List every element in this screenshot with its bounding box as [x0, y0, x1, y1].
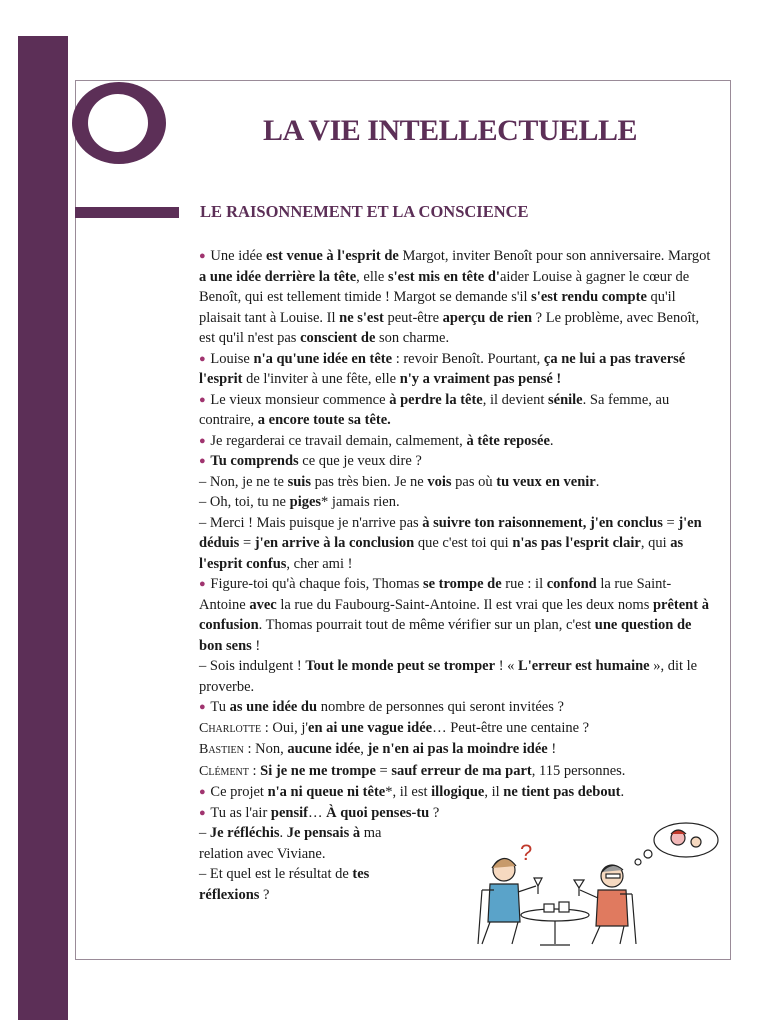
bullet-icon: ●: [199, 250, 209, 262]
bullet-icon: ●: [199, 806, 209, 819]
dialogue-line: – Sois indulgent ! Tout le monde peut se tromper ! « L'erreur est humaine », dit le proverbe.: [199, 658, 698, 695]
bullet-paragraph: ● Je regarderai ce travail demain, calmement, à tête reposée.: [199, 432, 554, 449]
dialogue-line: Charlotte : Oui, j'en ai une vague idée… Peut-être une centaine ?: [199, 719, 590, 736]
ring-logo: [72, 82, 166, 164]
bullet-paragraph: ● Louise n'a qu'une idée en tête : revoir Benoît. Pourtant, ça ne lui a pas traversé l'esprit de l'inviter à une fête, elle n'y a vraiment pas pensé !: [199, 350, 686, 387]
bullet-paragraph: ● Une idée est venue à l'esprit de Margot, inviter Benoît pour son anniversaire. Margot a une idée derrière la tête, elle s'est mis en tête d'aider Louise à gagner le cœur de Benoît, qui est tellement timide ! Margot se demande s'il s'est rendu compte qu'il plaisait tant à Louise. Il ne s'est peut-être aperçu de rien ? Le problème, avec Benoît, est qu'il n'est pas conscient de son charme.: [199, 248, 711, 346]
bullet-icon: ●: [199, 701, 209, 713]
speaker-name: Charlotte: [199, 720, 262, 736]
bullet-paragraph: ● Tu as une idée du nombre de personnes qui seront invitées ?: [199, 699, 564, 715]
bullet-paragraph: ● Figure-toi qu'à chaque fois, Thomas se trompe de rue : il confond la rue Saint-Antoine avec la rue du Faubourg-Saint-Antoine. Il est vrai que les deux noms prêtent à confusion. Thomas pourrait tout de même vérifier sur un plan, c'est une question de bon sens !: [199, 576, 709, 654]
dialogue-line: – Non, je ne te suis pas très bien. Je ne vois pas où tu veux en venir.: [199, 473, 600, 490]
dialogue-line: – Oh, toi, tu ne piges* jamais rien.: [199, 494, 400, 510]
page-title: LA VIE INTELLECTUELLE: [262, 114, 638, 147]
bullet-paragraph: ● Tu comprends ce que je veux dire ?: [199, 453, 422, 469]
side-band: [18, 36, 68, 1020]
bullet-icon: ●: [199, 434, 209, 447]
dialogue-line: – Merci ! Mais puisque je n'arrive pas à suivre ton raisonnement, j'en conclus = j'en déduis = j'en arrive à la conclusion que c'est toi qui n'as pas l'esprit clair, qui as l'esprit confus, cher ami !: [199, 514, 702, 572]
dialogue-line: Bastien : Non, aucune idée, je n'en ai pas la moindre idée !: [199, 741, 557, 757]
bullet-paragraph: ● Le vieux monsieur commence à perdre la tête, il devient sénile. Sa femme, au contraire, a encore toute sa tête.: [199, 391, 670, 428]
bullet-icon: ●: [199, 786, 209, 798]
dialogue-line: Clément : Si je ne me trompe = sauf erreur de ma part, 115 personnes.: [199, 762, 626, 779]
bullet-icon: ●: [199, 578, 209, 590]
speaker-name: Bastien: [199, 742, 244, 757]
speaker-name: Clément: [199, 763, 249, 779]
section-bar: [75, 207, 179, 218]
bullet-paragraph: ● Ce projet n'a ni queue ni tête*, il est illogique, il ne tient pas debout.: [199, 784, 625, 800]
bullet-paragraph: ● Tu as l'air pensif… À quoi penses-tu ?: [199, 804, 440, 821]
svg-text:?: ?: [520, 840, 533, 865]
bullet-icon: ●: [199, 393, 209, 406]
dialogue-line: – Je réfléchis. Je pensais à ma relation avec Viviane.: [199, 825, 382, 862]
bullet-icon: ●: [199, 352, 209, 365]
cafe-conversation-illustration: [460, 820, 722, 950]
dialogue-line: – Et quel est le résultat de tes réflexions ?: [199, 866, 370, 903]
bullet-icon: ●: [199, 455, 209, 467]
body-text: [199, 246, 715, 905]
section-title: LE RAISONNEMENT ET LA CONSCIENCE: [200, 202, 529, 221]
